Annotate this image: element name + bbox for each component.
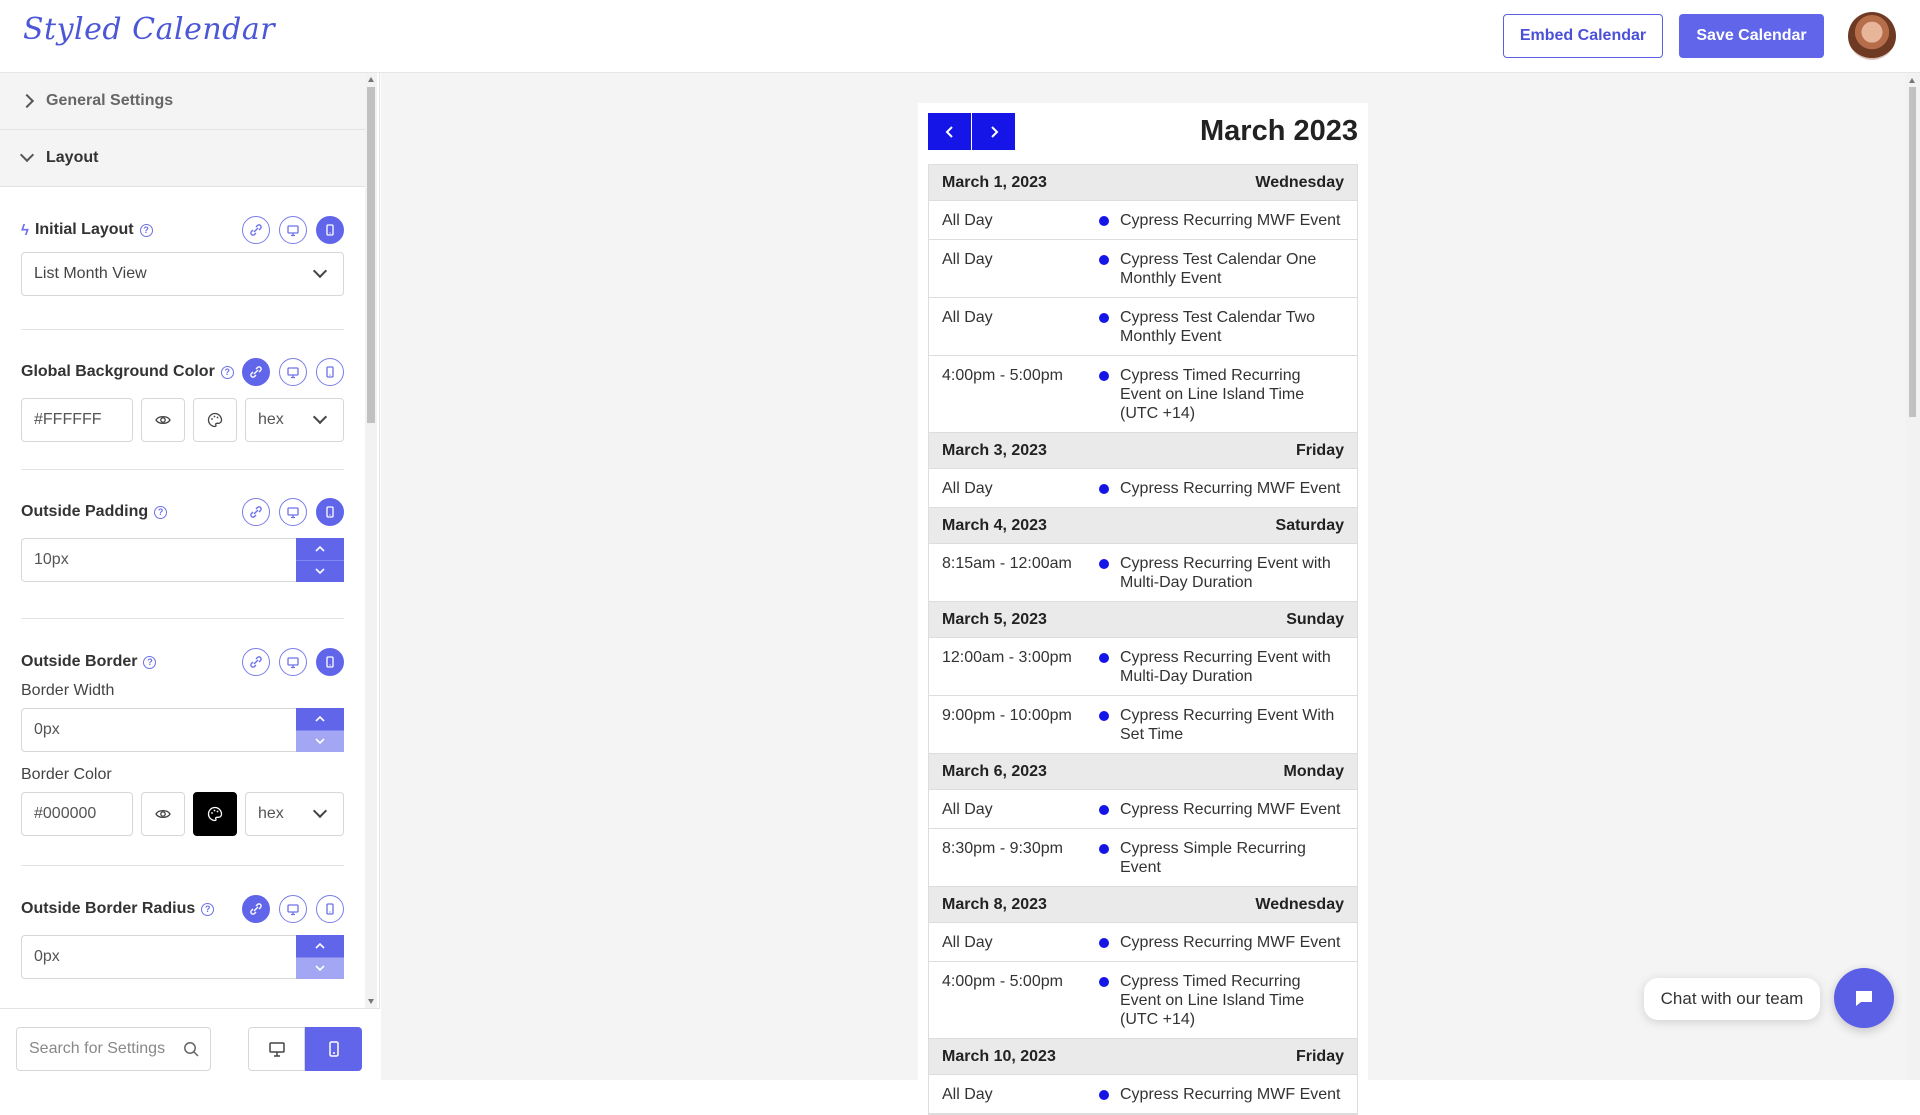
embed-calendar-button[interactable]: Embed Calendar xyxy=(1503,14,1663,58)
event-row[interactable] xyxy=(929,544,1357,602)
day-date: March 8, 2023 xyxy=(942,895,1047,913)
mobile-view-button[interactable] xyxy=(305,1027,362,1071)
event-dot-icon xyxy=(1099,313,1109,323)
event-row[interactable] xyxy=(929,829,1357,887)
event-time: 8:30pm - 9:30pm xyxy=(942,840,1063,857)
border-color-input[interactable]: #000000 xyxy=(21,792,133,836)
increment-button[interactable] xyxy=(296,935,344,958)
color-format-select[interactable] xyxy=(245,792,344,836)
next-month-button[interactable] xyxy=(972,113,1015,150)
event-time: 4:00pm - 5:00pm xyxy=(942,973,1063,990)
select-value: hex xyxy=(258,805,284,822)
desktop-icon[interactable] xyxy=(279,895,307,923)
stepper-value[interactable]: 0px xyxy=(21,935,296,979)
event-dot-icon xyxy=(1099,1090,1109,1100)
palette-icon[interactable] xyxy=(193,398,237,442)
event-row[interactable] xyxy=(929,638,1357,696)
event-dot-icon xyxy=(1099,255,1109,265)
calendar-title: March 2023 xyxy=(1200,115,1358,147)
event-time: 12:00am - 3:00pm xyxy=(942,649,1072,666)
event-time: 4:00pm - 5:00pm xyxy=(942,367,1063,384)
setting-outside-border-radius xyxy=(21,895,344,979)
preview-scrollbar[interactable] xyxy=(1905,73,1920,1080)
border-width-stepper[interactable] xyxy=(21,708,344,752)
chat-launcher-button[interactable] xyxy=(1834,968,1894,1028)
setting-outside-border xyxy=(21,648,344,836)
scrollbar-thumb[interactable] xyxy=(1909,87,1916,417)
event-row[interactable] xyxy=(929,240,1357,298)
divider xyxy=(21,469,344,470)
event-dot-icon xyxy=(1099,844,1109,854)
event-row[interactable] xyxy=(929,201,1357,240)
event-title: Cypress Timed Recurring Event on Line Island Time (UTC +14) xyxy=(1120,367,1305,422)
event-title: Cypress Recurring MWF Event xyxy=(1120,1086,1341,1103)
link-all-icon[interactable] xyxy=(242,648,270,676)
event-title: Cypress Timed Recurring Event on Line Island Time (UTC +14) xyxy=(1120,973,1305,1028)
device-view-toggle xyxy=(248,1027,362,1071)
event-dot-icon xyxy=(1099,711,1109,721)
day-header xyxy=(929,433,1357,469)
day-weekday: Friday xyxy=(1295,1047,1344,1065)
section-general-settings[interactable] xyxy=(0,73,365,130)
day-weekday: Sunday xyxy=(1286,610,1344,628)
decrement-button[interactable] xyxy=(296,731,344,753)
event-time: 8:15am - 12:00am xyxy=(942,555,1072,572)
desktop-icon[interactable] xyxy=(279,648,307,676)
search-icon xyxy=(183,1041,200,1058)
help-icon[interactable]: ? xyxy=(140,224,153,237)
event-time: All Day xyxy=(942,801,993,818)
decrement-button[interactable] xyxy=(296,561,344,583)
event-title: Cypress Recurring MWF Event xyxy=(1120,801,1341,818)
increment-button[interactable] xyxy=(296,708,344,731)
chat-icon xyxy=(1853,987,1875,1009)
event-dot-icon xyxy=(1099,977,1109,987)
setting-global-background-color xyxy=(21,358,344,442)
day-date: March 5, 2023 xyxy=(942,610,1047,628)
top-bar xyxy=(0,0,1920,73)
settings-sidebar xyxy=(0,73,380,1080)
day-date: March 3, 2023 xyxy=(942,441,1047,459)
desktop-icon xyxy=(268,1040,286,1058)
mobile-icon[interactable] xyxy=(316,648,344,676)
chat-prompt[interactable]: Chat with our team xyxy=(1644,978,1820,1020)
event-title: Cypress Recurring Event with Multi-Day Duration xyxy=(1120,649,1331,685)
event-dot-icon xyxy=(1099,805,1109,815)
section-layout[interactable] xyxy=(0,130,365,187)
divider xyxy=(21,618,344,619)
day-weekday: Wednesday xyxy=(1255,173,1344,191)
chevron-right-icon xyxy=(20,94,34,108)
select-value: List Month View xyxy=(34,265,147,282)
event-title: Cypress Recurring Event With Set Time xyxy=(1120,707,1335,743)
day-weekday: Saturday xyxy=(1275,516,1344,534)
palette-icon[interactable] xyxy=(193,792,237,836)
setting-label: Global Background Color xyxy=(21,363,215,380)
help-icon[interactable]: ? xyxy=(221,366,234,379)
event-title: Cypress Recurring MWF Event xyxy=(1120,480,1341,497)
chevron-down-icon xyxy=(313,410,327,424)
section-label: General Settings xyxy=(46,92,174,109)
day-header xyxy=(929,508,1357,544)
event-time: All Day xyxy=(942,480,993,497)
chevron-down-icon xyxy=(313,804,327,818)
mobile-icon[interactable] xyxy=(316,498,344,526)
divider xyxy=(21,865,344,866)
desktop-view-button[interactable] xyxy=(248,1027,305,1071)
scrollbar-thumb[interactable] xyxy=(367,87,375,423)
outside-padding-stepper[interactable] xyxy=(21,538,344,582)
event-time: All Day xyxy=(942,251,993,268)
event-dot-icon xyxy=(1099,559,1109,569)
event-title: Cypress Recurring MWF Event xyxy=(1120,934,1341,951)
help-icon[interactable]: ? xyxy=(143,656,156,669)
setting-label: Outside Padding xyxy=(21,503,149,520)
border-radius-stepper[interactable] xyxy=(21,935,344,979)
day-header xyxy=(929,754,1357,790)
eye-icon[interactable] xyxy=(141,398,185,442)
border-width-label: Border Width xyxy=(21,682,115,699)
event-dot-icon xyxy=(1099,371,1109,381)
help-icon[interactable]: ? xyxy=(201,903,214,916)
event-row[interactable] xyxy=(929,298,1357,356)
event-row[interactable] xyxy=(929,962,1357,1039)
settings-scroll-area xyxy=(0,73,365,1008)
sidebar-footer xyxy=(0,1008,380,1080)
link-all-icon[interactable] xyxy=(242,216,270,244)
background-color-input[interactable]: #FFFFFF xyxy=(21,398,133,442)
event-title: Cypress Test Calendar Two Monthly Event xyxy=(1120,309,1316,345)
event-time: All Day xyxy=(942,309,993,326)
link-all-icon[interactable] xyxy=(242,358,270,386)
divider xyxy=(21,329,344,330)
event-row[interactable] xyxy=(929,1075,1357,1114)
search-placeholder: Search for Settings xyxy=(29,1040,166,1057)
app-logo[interactable]: Styled Calendar xyxy=(23,12,276,47)
setting-outside-padding xyxy=(21,498,344,582)
prev-month-button[interactable] xyxy=(928,113,971,150)
day-weekday: Friday xyxy=(1295,441,1344,459)
event-dot-icon xyxy=(1099,653,1109,663)
event-title: Cypress Test Calendar One Monthly Event xyxy=(1120,251,1317,287)
day-header xyxy=(929,1039,1357,1075)
event-row[interactable] xyxy=(929,923,1357,962)
event-dot-icon xyxy=(1099,484,1109,494)
event-dot-icon xyxy=(1099,216,1109,226)
settings-search[interactable] xyxy=(16,1027,211,1071)
chevron-left-icon xyxy=(944,125,956,139)
day-date: March 10, 2023 xyxy=(942,1047,1056,1065)
save-calendar-button[interactable]: Save Calendar xyxy=(1679,14,1824,58)
event-row[interactable] xyxy=(929,356,1357,433)
event-row[interactable] xyxy=(929,469,1357,508)
desktop-icon[interactable] xyxy=(279,498,307,526)
lightning-icon: ϟ xyxy=(21,221,29,239)
event-time: All Day xyxy=(942,934,993,951)
desktop-icon[interactable] xyxy=(279,216,307,244)
event-time: All Day xyxy=(942,1086,993,1103)
scroll-up-arrow[interactable] xyxy=(368,77,374,82)
color-format-select[interactable] xyxy=(245,398,344,442)
chevron-right-icon xyxy=(988,125,1000,139)
event-title: Cypress Simple Recurring Event xyxy=(1120,840,1306,876)
day-header xyxy=(929,602,1357,638)
chevron-down-icon xyxy=(20,148,34,162)
stepper-value[interactable]: 10px xyxy=(21,538,296,582)
setting-label: Outside Border Radius xyxy=(21,900,196,917)
link-all-icon[interactable] xyxy=(242,498,270,526)
border-color-label: Border Color xyxy=(21,766,112,783)
day-header xyxy=(929,165,1357,201)
day-date: March 6, 2023 xyxy=(942,762,1047,780)
setting-label: Outside Border xyxy=(21,653,138,670)
day-date: March 1, 2023 xyxy=(942,173,1047,191)
mobile-icon[interactable] xyxy=(316,358,344,386)
chevron-down-icon xyxy=(313,264,327,278)
event-time: 9:00pm - 10:00pm xyxy=(942,707,1072,724)
stepper-value[interactable]: 0px xyxy=(21,708,296,752)
scroll-up-arrow[interactable] xyxy=(1909,78,1915,83)
event-title: Cypress Recurring Event with Multi-Day Duration xyxy=(1120,555,1331,591)
event-title: Cypress Recurring MWF Event xyxy=(1120,212,1341,229)
event-dot-icon xyxy=(1099,938,1109,948)
day-header xyxy=(929,887,1357,923)
scroll-down-arrow[interactable] xyxy=(368,999,374,1004)
user-avatar[interactable] xyxy=(1848,12,1896,60)
event-list xyxy=(928,164,1358,1115)
setting-label: Initial Layout xyxy=(34,221,134,238)
eye-icon[interactable] xyxy=(141,792,185,836)
setting-initial-layout xyxy=(21,216,344,296)
event-time: All Day xyxy=(942,212,993,229)
event-row[interactable] xyxy=(929,696,1357,754)
day-weekday: Monday xyxy=(1283,762,1344,780)
select-value: hex xyxy=(258,411,284,428)
decrement-button[interactable] xyxy=(296,958,344,980)
mobile-icon[interactable] xyxy=(316,216,344,244)
calendar-widget xyxy=(918,103,1368,1103)
increment-button[interactable] xyxy=(296,538,344,561)
sidebar-scrollbar[interactable] xyxy=(365,73,377,1008)
mobile-icon xyxy=(325,1040,343,1058)
event-row[interactable] xyxy=(929,790,1357,829)
day-date: March 4, 2023 xyxy=(942,516,1047,534)
link-all-icon[interactable] xyxy=(242,895,270,923)
calendar-preview-area xyxy=(381,73,1905,1103)
help-icon[interactable]: ? xyxy=(154,506,167,519)
desktop-icon[interactable] xyxy=(279,358,307,386)
mobile-icon[interactable] xyxy=(316,895,344,923)
section-label: Layout xyxy=(46,149,99,166)
day-weekday: Wednesday xyxy=(1255,895,1344,913)
initial-layout-select[interactable] xyxy=(21,252,344,296)
